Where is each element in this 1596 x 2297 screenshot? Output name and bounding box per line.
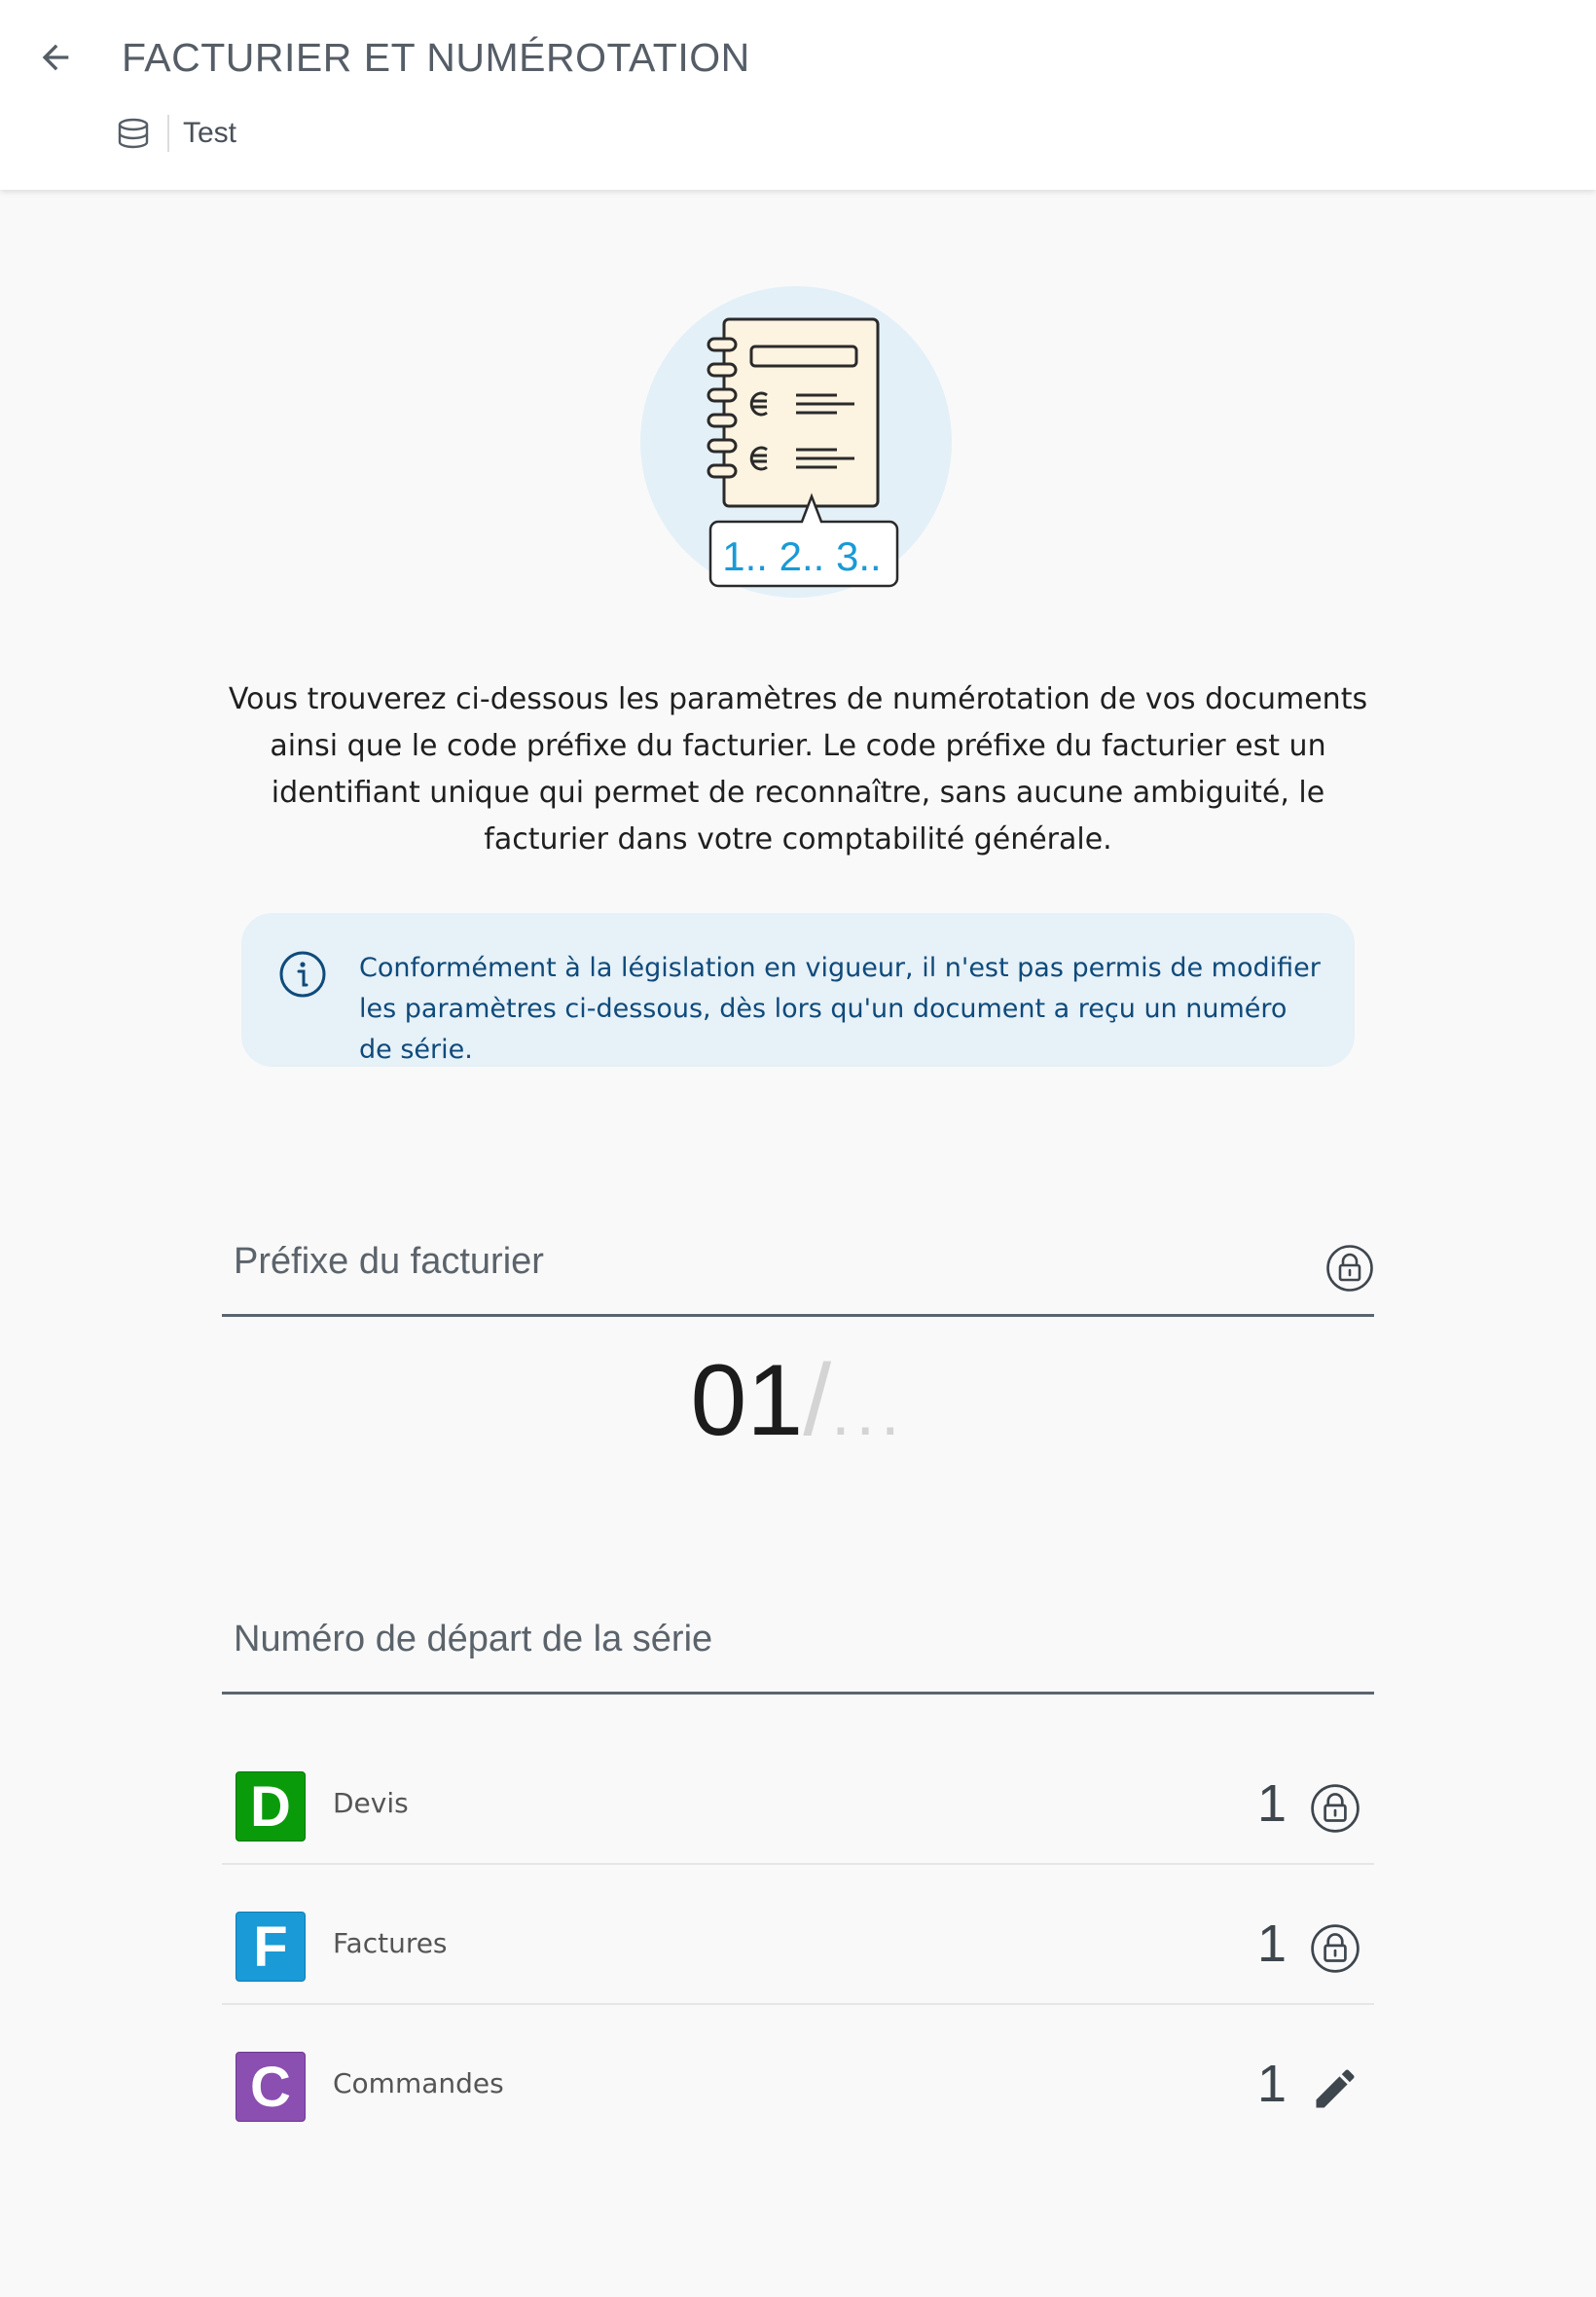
devis-badge: D — [236, 1771, 306, 1841]
pencil-icon[interactable] — [1310, 2063, 1360, 2114]
company-name: Test — [183, 117, 237, 149]
lock-icon[interactable] — [1325, 1244, 1374, 1293]
series-name: Commandes — [333, 2067, 504, 2099]
prefix-underline — [222, 1314, 1374, 1317]
factures-badge: F — [236, 1912, 306, 1982]
database-icon — [117, 117, 150, 150]
series-row-commandes — [222, 2005, 1374, 2145]
commandes-badge: C — [236, 2052, 306, 2122]
notice-text: Conformément à la législation en vigueur, il n'est pas permis de modifier les paramètres ci-dessous, dès lors qu'un document a reçu un numéro de série. — [359, 953, 1321, 1065]
arrow-left-icon — [36, 38, 75, 77]
prefix-value-display — [0, 1343, 1596, 1459]
legal-notice — [241, 913, 1355, 1067]
lock-icon[interactable] — [1310, 1923, 1360, 1974]
intro-text: Vous trouverez ci-dessous les paramètres de numérotation de vos documents ainsi que le code préfixe du facturier. Le code préfixe du facturier est un identifiant unique qui permet de reconnaître, sans aucune ambiguité, le facturier dans votre comptabilité générale. — [228, 682, 1368, 857]
series-name: Factures — [333, 1927, 448, 1959]
lock-icon[interactable] — [1310, 1783, 1360, 1834]
notebook-illustration — [633, 282, 954, 603]
series-start-number: 1 — [1256, 2055, 1287, 2113]
prefix-slash: / — [803, 1344, 832, 1457]
series-name: Devis — [333, 1787, 409, 1819]
prefix-label: Préfixe du facturier — [234, 1241, 544, 1282]
page-title: FACTURIER ET NUMÉROTATION — [122, 35, 750, 80]
series-row-factures — [222, 1865, 1374, 2005]
app-bar — [0, 0, 1596, 190]
series-row-devis — [222, 1725, 1374, 1865]
prefix-dots: ... — [831, 1373, 906, 1449]
series-label: Numéro de départ de la série — [234, 1619, 713, 1659]
numbering-text: 1.. 2.. 3.. — [722, 533, 882, 579]
info-icon — [278, 950, 327, 999]
subtitle-row — [117, 111, 236, 156]
prefix-value: 01 — [690, 1344, 804, 1457]
series-start-number: 1 — [1256, 1774, 1287, 1833]
series-underline — [222, 1692, 1374, 1695]
back-button[interactable] — [29, 31, 82, 84]
series-start-number: 1 — [1256, 1914, 1287, 1973]
subtitle-separator — [167, 115, 169, 152]
